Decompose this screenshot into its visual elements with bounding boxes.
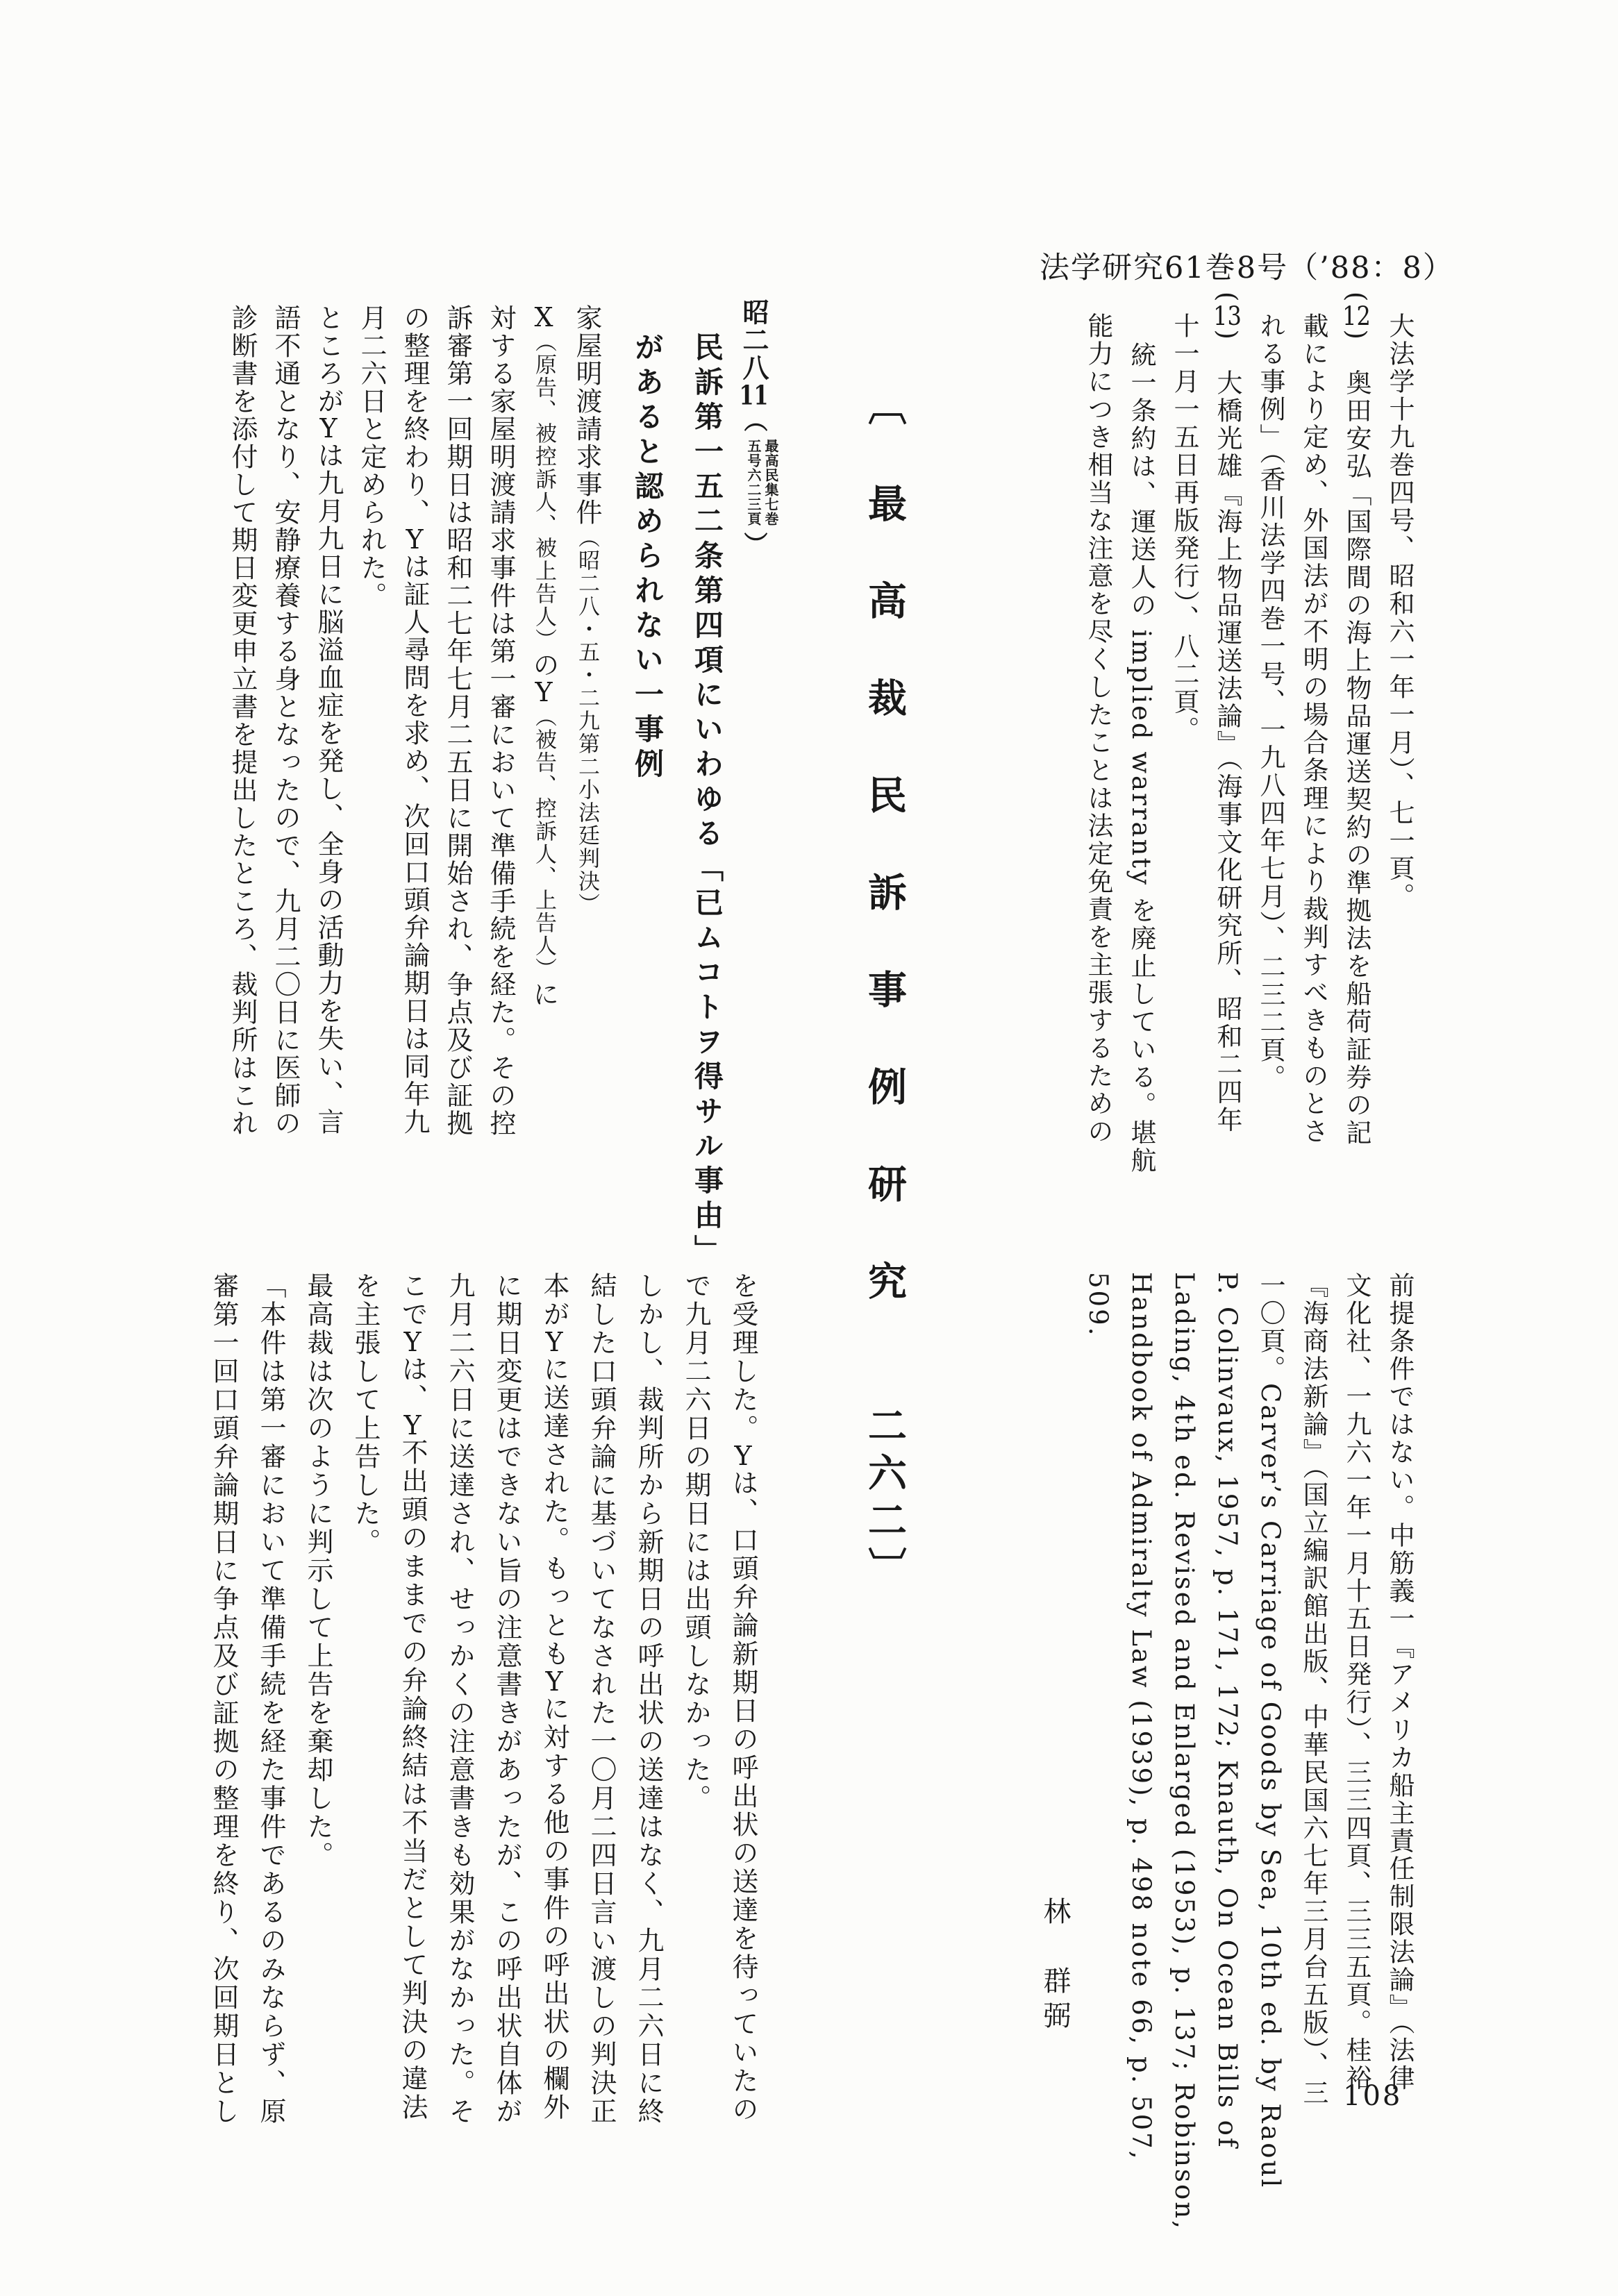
footnote-line: (12) 奥田安弘「国際間の海上物品運送契約の準拠法を船荷証券の記 xyxy=(1342,292,1371,1147)
page-number: 108 xyxy=(1343,2080,1403,2112)
footnote-line: 一〇頁。Carver’s Carriage of Goods by Sea, 10th ed. by Raoul xyxy=(1256,1272,1285,2190)
footnotes-lower-block xyxy=(1033,1272,1421,2231)
citation-line: 五号六二三頁 xyxy=(745,439,762,526)
footnote-line: 文化社、一九六一年一月十五日発行）、三三四頁、三三五頁。桂裕 xyxy=(1342,1272,1371,2093)
footnotes-upper-block xyxy=(1076,292,1421,1201)
body-line: 月二六日と定められた。 xyxy=(356,304,387,610)
body-line: に期日変更はできない旨の注意書きがあったが、この呼出状自体が xyxy=(492,1272,522,2126)
body-line: を受理した。Yは、口頭弁論新期日の呼出状の送達を待っていたの xyxy=(728,1272,758,2124)
body-line: 「本件は第一審において準備手続を経た事件であるのみならず、原 xyxy=(256,1272,286,2126)
citation-line: 最高民集七巻 xyxy=(762,439,779,526)
running-head: 法学研究61巻8号（’88：8） xyxy=(1040,251,1454,285)
footnote-line: 前提条件ではない。中筋義一『アメリカ船主責任制限法論』（法律 xyxy=(1385,1272,1415,2093)
body-line: 九月二六日に送達され、せっかくの注意書きも効果がなかった。そ xyxy=(444,1272,475,2126)
footnote-line: 509. xyxy=(1083,1272,1113,1338)
footnote-line: 載により定め、外国法が不明の場合条理により裁判すべきものとさ xyxy=(1299,312,1328,1146)
footnote-line: 統一条約は、運送人の implied warranty を廃止している。堪航 xyxy=(1126,342,1156,1175)
body-line: 結した口頭弁論に基づいてなされた一〇月二四日言い渡しの判決正 xyxy=(586,1272,617,2126)
footnote-line: Lading, 4th ed. Revised and Enlarged (1953), p. 137; Robinson, xyxy=(1169,1272,1199,2231)
author-signature: 林 群弼 xyxy=(1039,1897,1071,2036)
case-number: 昭二八11 xyxy=(738,299,769,408)
series-title xyxy=(857,386,912,1594)
body-line: 語不通となり、安静療養する身となったので、九月二〇日に医師の xyxy=(270,304,301,1137)
footnote-line: 十一月一五日再版発行）、八二頁。 xyxy=(1169,312,1199,744)
body-line: こでYは、Y不出頭のままでの弁論終結は不当だとして判決の違法 xyxy=(397,1272,428,2122)
case-facts-lower-block xyxy=(200,1272,767,2181)
body-line: X（原告、被控訴人、被上告人）のY（被告、控訴人、上告人）に xyxy=(528,304,559,1008)
body-line: ところがYは九月九日に脳溢血症を発し、全身の活動力を失い、言 xyxy=(313,304,344,1136)
body-line: 本がYに送達された。もっともYに対する他の事件の呼出状の欄外 xyxy=(539,1272,569,2122)
body-line: 訴審第一回期日は昭和二七年七月二五日に開始され、争点及び証拠 xyxy=(442,304,473,1137)
footnote-line: 大法学十九巻四号、昭和六一年一月）、七一頁。 xyxy=(1385,312,1415,911)
body-line: を主張して上告した。 xyxy=(350,1272,381,1557)
body-line: 診断書を添付して期日変更申立書を提出したところ、裁判所はこれ xyxy=(227,304,258,1137)
series-title-text: 〔最高裁民訴事例研究 xyxy=(862,386,908,1358)
body-line: 対する家屋明渡請求事件は第一審において準備手続を経た。その控 xyxy=(485,304,516,1137)
citation-open-paren: （ xyxy=(740,408,767,433)
body-line: の整理を終わり、Yは証人尋問を求め、次回口頭弁論期日は同年九 xyxy=(399,304,430,1136)
case-headline-line1: 民訴第一五二条第四項にいわゆる「已ムコトヲ得サル事由」 xyxy=(690,332,724,1269)
series-title-number: 二六二〕 xyxy=(862,1358,908,1594)
footnote-line: P. Colinvaux, 1957, p. 171, 172; Knauth, On Ocean Bills of xyxy=(1212,1272,1242,2150)
case-headline-line2: があると認められない一事例 xyxy=(631,332,665,783)
body-line: で九月二六日の期日には出頭しなかった。 xyxy=(681,1272,711,1813)
body-line: しかし、裁判所から新期日の呼出状の送達はなく、九月二六日に終 xyxy=(633,1272,664,2126)
body-line: 最高裁は次のように判示して上告を棄却した。 xyxy=(303,1272,333,1870)
body-line: 家屋明渡請求事件（昭二八・五・二九第二小法廷判決） xyxy=(572,304,602,916)
footnote-line: 能力につき相当な注意を尽くしたことは法定免責を主張するための xyxy=(1083,312,1113,1146)
citation-close-paren: ） xyxy=(740,532,767,557)
footnote-line: (13) 大橋光雄『海上物品運送法論』（海事文化研究所、昭和二四年 xyxy=(1212,292,1242,1134)
body-line: 審第一回口頭弁論期日に争点及び証拠の整理を終り、次回期日とし xyxy=(208,1272,239,2126)
footnote-line: 『海商法新論』（国立編訳館出版、中華民国六七年三月台五版）、三 xyxy=(1299,1272,1328,2107)
case-facts-upper-block xyxy=(221,304,608,1214)
footnote-line: Handbook of Admiralty Law (1939), p. 498 note 66, p. 507, xyxy=(1126,1272,1156,2161)
case-citation xyxy=(735,299,779,1201)
case-reporter-citation xyxy=(744,439,779,526)
footnote-line: れる事例」（香川法学四巻一号、一九八四年七月）、二三二頁。 xyxy=(1256,312,1285,1092)
